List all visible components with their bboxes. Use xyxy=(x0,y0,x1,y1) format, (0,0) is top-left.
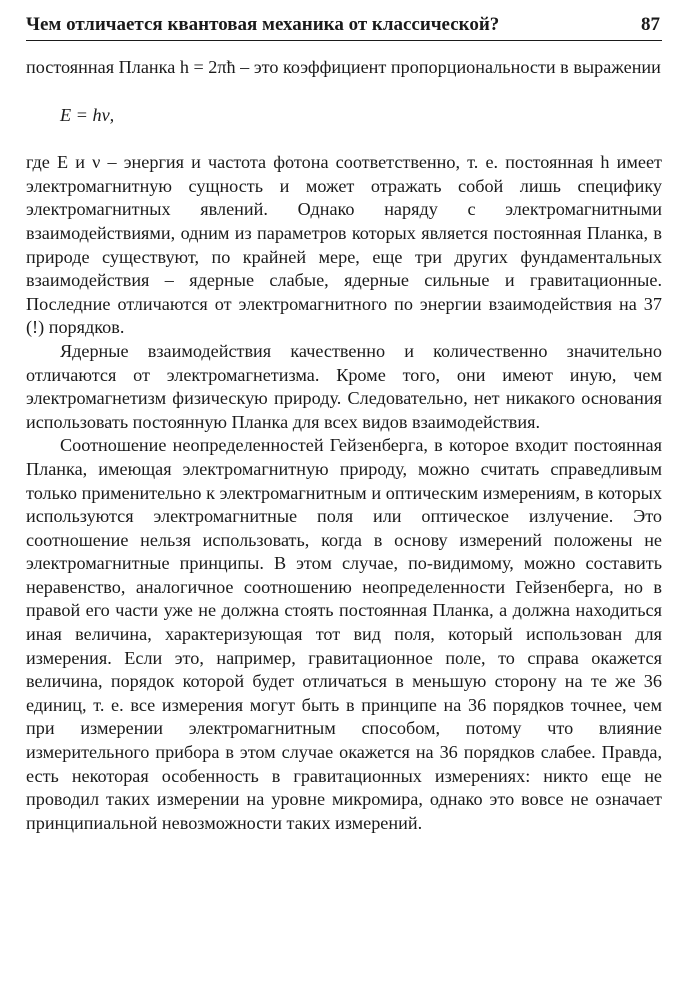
paragraph-3: Соотношение неопределенностей Гейзенберга, в которое входит постоянная Планка, имеющая электромагнитную природу, можно считать справедливым только применительно к электромагнитным и оптическим измерениям, в которых используются электромагнитные поля или оптическое излучение. Это соотношение нельзя использовать, когда в основу измерений положены не электромагнитные принципы. В этом случае, по-видимому, можно составить неравенство, аналогичное соотношению неопределенности Гейзенберга, но в правой его части уже не должна стоять постоянная Планка, а должна находиться иная величина, характеризующая тот вид поля, который использован для измерения. Если это, например, гравитационное поле, то справа окажется величина, порядок которой будет отличаться в меньшую сторону на те же 36 единиц, т. е. все измерения могут быть в принципе на 36 порядков точнее, чем при измерении электромагнитным способом, потому что влияние измерительного прибора в этом случае окажется на 36 порядков слабее. Правда, есть некоторая особенность в гравитационных измерениях: никто еще не проводил таких измерении на уровне микромира, однако это вовсе не означает принципиальной невозможности таких измерений. xyxy=(26,435,662,833)
running-header xyxy=(26,14,662,41)
body-text xyxy=(26,56,662,835)
running-title: Чем отличается квантовая механика от классической? xyxy=(26,14,500,35)
paragraph-continued: постоянная Планка h = 2πħ – это коэффициент пропорциональности в выражении xyxy=(26,57,661,77)
book-page xyxy=(26,0,662,1000)
page-number: 87 xyxy=(641,14,660,35)
formula: E = hν, xyxy=(60,104,115,125)
paragraph-2: Ядерные взаимодействия качественно и количественно значительно отличаются от электромагнетизма. Кроме того, они имеют иную, чем электромагнетизм физическую природу. Следовательно, нет никакого основания использовать постоянную Планка для всех видов взаимодействия. xyxy=(26,340,662,432)
paragraph-1: где E и ν – энергия и частота фотона соответственно, т. е. постоянная h имеет электромагнитную сущность и может отражать собой лишь специфику электромагнитных явлений. Однако наряду с электромагнитными взаимодействиями, одним из параметров которых является постоянная Планка, в природе существуют, по крайней мере, еще три других фундаментальных взаимодействия – ядерные слабые, ядерные сильные и гравитационные. Последние отличаются от электромагнитного по энергии взаимодействия на 37 (!) порядков. xyxy=(26,152,662,338)
